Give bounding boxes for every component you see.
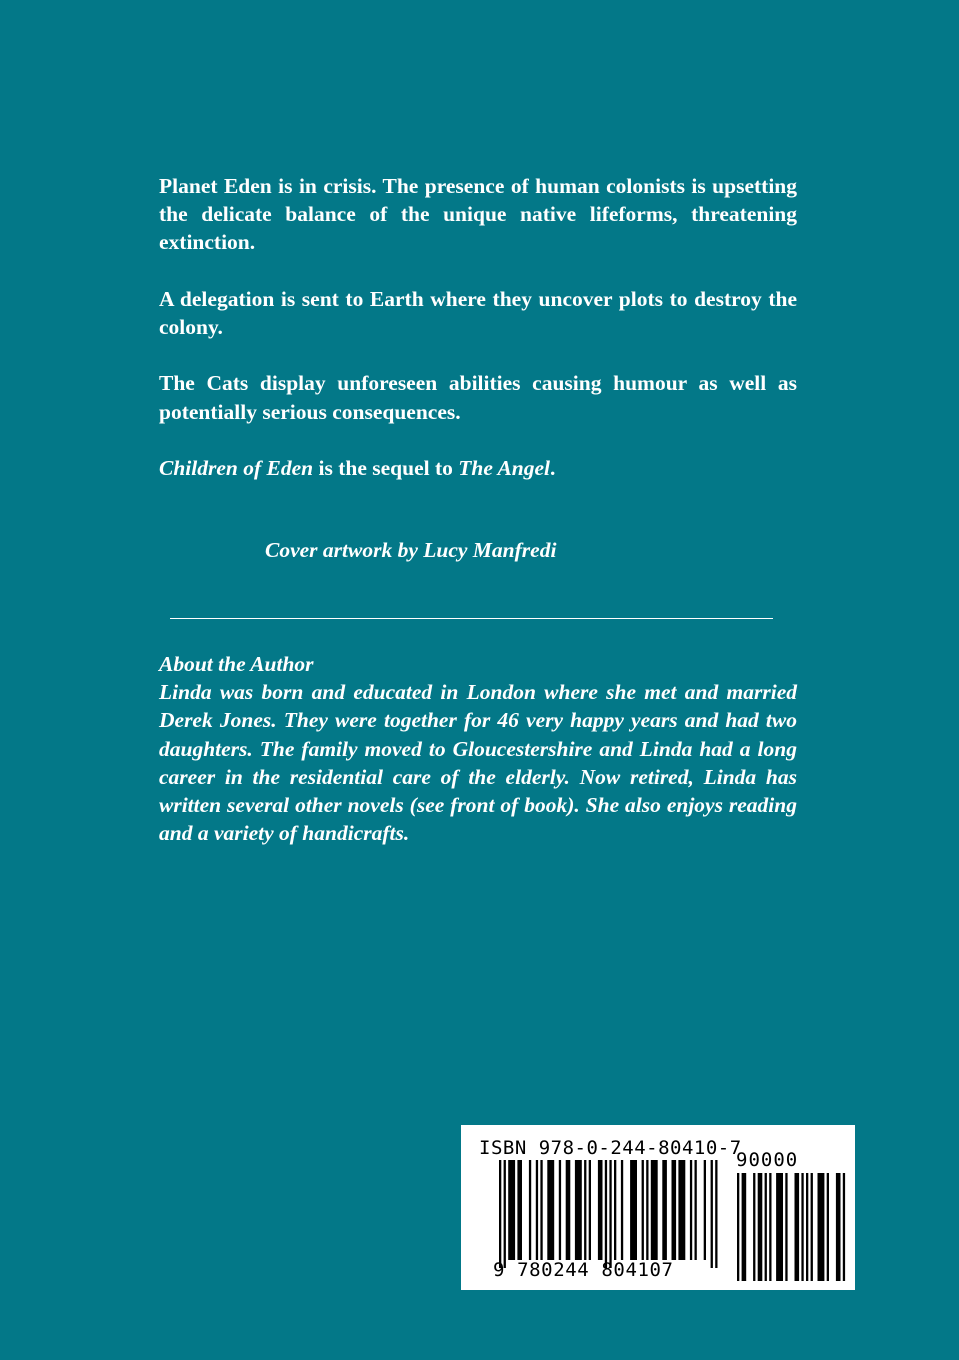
barcode-bar [621,1160,623,1260]
isbn-label: ISBN 978-0-244-80410-7 [479,1137,742,1159]
barcode-bar [672,1160,677,1260]
ean-digits: 780244 804107 [517,1259,674,1281]
blurb-paragraph-3: The Cats display unforeseen abilities causing humour as well as potentially serious consequences. [159,371,797,424]
barcode-bar [795,1173,800,1281]
barcode-bar [566,1160,571,1260]
barcode-box [461,1125,855,1290]
barcode-bar [651,1160,658,1260]
barcode-bar [559,1160,561,1260]
sequel-title: Children of Eden [159,455,314,480]
barcode-bar [758,1173,763,1281]
barcode-bar [742,1173,747,1281]
barcode-bar [711,1160,713,1268]
sequel-middle: is the sequel to [313,455,459,480]
divider-line [170,618,773,619]
cover-artwork-credit: Cover artwork by Lucy Manfredi [265,538,557,562]
barcode-bar [704,1160,706,1260]
barcode-bar [508,1160,515,1260]
barcode-bar [678,1160,685,1260]
barcode-bar [540,1160,542,1260]
barcode-bar [715,1160,717,1268]
barcode-bar [737,1173,739,1281]
barcode-bar [662,1160,667,1260]
blurb-paragraph-1: Planet Eden is in crisis. The presence of human colonists is upsetting the delicate balance of the unique native lifeforms, threatening extinction. [159,174,797,255]
barcode-bar [536,1160,538,1260]
barcode-bar [836,1173,841,1281]
barcode-bar [642,1160,644,1260]
about-author-heading: About the Author [159,652,314,676]
barcode-bar [630,1160,637,1260]
price-code: 90000 [736,1149,799,1171]
barcode-bar [753,1173,755,1281]
barcode-bar [589,1160,591,1260]
barcode-bar [609,1160,611,1268]
barcode-bar [499,1160,501,1268]
barcode-bar [806,1173,808,1281]
barcode-bar [769,1173,771,1281]
barcode-bar [614,1160,616,1260]
barcode-bar [517,1160,522,1260]
barcode-bar [690,1160,692,1260]
blurb-paragraph-2: A delegation is sent to Earth where they uncover plots to destroy the colony. [159,286,797,339]
barcode-bar [646,1160,648,1260]
about-author [159,650,797,847]
barcode-bar [785,1173,787,1281]
barcode-bar [504,1160,506,1268]
about-author-body: Linda was born and educated in London where she met and married Derek Jones. They were together for 46 very happy years and had two daughters. The family moved to Gloucestershire and Linda had a long career in the residential care of the elderly. Now retired, Linda has written several other novels (see front of book). She also enjoys reading and a variety of handicrafts. [159,680,797,846]
ean-first-digit: 9 [493,1259,506,1281]
barcode-bar [811,1173,813,1281]
barcode-bar [575,1160,582,1260]
sequel-line [159,454,797,482]
barcode-bar [547,1160,554,1260]
barcode-bar [818,1173,825,1281]
barcode-bar [843,1173,845,1281]
barcode-bar [801,1173,803,1281]
barcode-bar [584,1160,586,1260]
prequel-title: The Angel [458,455,551,480]
barcode-bar [598,1160,603,1260]
barcode-bar [695,1160,697,1260]
barcode-bar [605,1160,607,1268]
barcode-bar [529,1160,531,1260]
barcode-bar [765,1173,767,1281]
barcode-bar [827,1173,829,1281]
blurb [159,172,797,482]
ean-number [493,1259,674,1281]
barcode-bar [776,1173,783,1281]
sequel-end: . [550,455,556,480]
